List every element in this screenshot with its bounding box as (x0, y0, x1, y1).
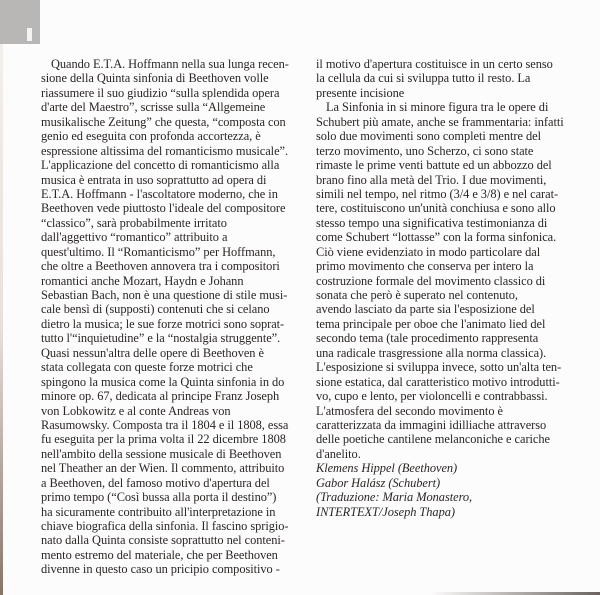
text-line: sione estatica, dal caratteristico motivo introdutti- (316, 374, 560, 389)
text-line: tutto l'“inquietudine” e la “nostalgia struggente”. (41, 331, 281, 346)
left-text-column (41, 57, 299, 577)
text-line: quest'ultimo. Il “Romanticismo” per Hoffmann, (41, 244, 276, 259)
text-line: tema principale per oboe che l'animato lied del (316, 316, 546, 331)
text-line: rimaste le prime venti battute ed un abbozzo del (316, 158, 552, 173)
text-line: secondo tema (tale procedimento rappresenta (316, 331, 539, 346)
text-line: mento estremo del materiale, che per Beethoven (41, 547, 278, 562)
text-line: Quando E.T.A. Hoffmann nella sua lunga recen- (51, 57, 289, 71)
text-line: genio ed eseguita con profonda accortezza, è (41, 129, 261, 144)
text-line: solo due movimenti sono completi mentre del (316, 129, 541, 144)
text-line: spingono la musica come la Quinta sinfonia in do (41, 374, 285, 389)
text-line: L'esposizione si sviluppa invece, sotto un'alta ten- (316, 360, 562, 375)
text-line: cale bensì di (supposti) contenuti che si celano (41, 302, 270, 317)
text-line: primo tempo (“Così bussa alla porta il destino”) (41, 490, 277, 505)
text-line: la cellula da cui si sviluppa tutto il resto. La (316, 71, 531, 86)
text-line: E.T.A. Hoffmann - l'ascoltatore moderno, che in (41, 186, 278, 201)
text-line: presente incisione (316, 85, 405, 100)
text-line: fu eseguita per la prima volta il 22 dicembre 1808 (41, 432, 286, 447)
text-line: d'arte del Maestro”, scrisse sulla “Allgemeine (41, 100, 266, 115)
text-line: chiave biografica della sinfonia. Il fascino sprigio- (41, 519, 289, 533)
text-line: tere, costituiscono un'unità conchiusa e sono allo (316, 201, 556, 216)
text-line: nato dalla Quinta consiste soprattutto nel conteni- (41, 533, 285, 548)
text-line: musikalische Zeitung” che questa, “composta con (41, 114, 286, 129)
text-line: primo movimento che conserva per intero la (316, 259, 534, 274)
text-line: d'anelito. (316, 446, 361, 461)
text-line: avendo lasciato da parte sia l'esposizione del (316, 302, 535, 317)
text-line: “classico”, sarà probabilmente irritato (41, 215, 227, 230)
roman-numeral-one (27, 28, 32, 41)
credit-line: (Traduzione: Maria Monastero, (316, 490, 473, 505)
text-line: Quasi nessun'altra delle opere di Beethoven è (41, 345, 264, 360)
text-line: musica è entrata in uso soprattutto ad opera di (41, 172, 267, 187)
text-line: delle poetiche cantilene melanconiche e cariche (316, 432, 550, 447)
page-edge-shadow (0, 0, 3, 595)
text-line: Ciò viene evidenziato in modo particolare dal (316, 244, 541, 259)
credit-line: INTERTEXT/Joseph Thapa) (316, 504, 455, 519)
credit-line: Gabor Halász (Schubert) (316, 475, 441, 490)
text-line: Rasumowsky. Composta tra il 1804 e il 1808, essa (41, 417, 289, 432)
text-line: La Sinfonia in si minore figura tra le opere di (326, 100, 549, 115)
text-line: dall'aggettivo “romantico” attribuito a (41, 230, 228, 245)
text-line: stata collegata con queste forze motrici che (41, 360, 253, 375)
text-line: una radicale trasgressione alla norma classica). (316, 345, 547, 360)
text-line: brano fino alla metà del Trio. I due movimenti, (316, 172, 547, 187)
text-line: L'atmosfera del secondo movimento è (316, 403, 503, 418)
right-text-column (316, 57, 578, 519)
credit-line: Klemens Hippel (Beethoven) (316, 461, 458, 476)
text-line: ha sicuramente contribuito all'interpretazione in (41, 504, 276, 519)
text-line: sonata che però è superato nel contenuto, (316, 288, 518, 302)
text-line: von Lobkowitz e al conte Andreas von (41, 403, 231, 418)
text-line: nel Theather an der Wien. Il commento, attribuito (41, 461, 285, 476)
text-line: L'applicazione del concetto di romanticismo alla (41, 158, 280, 173)
text-line: il motivo d'apertura costituisce in un certo senso (316, 57, 553, 71)
text-line: nell'ambito della sessione musicale di Beethoven (41, 446, 282, 461)
text-line: sione della Quinta sinfonia di Beethoven volle (41, 71, 269, 86)
text-line: espressione altissima del romanticismo musicale”. (41, 143, 289, 158)
text-line: Sebastian Bach, non è una questione di stile musi- (41, 288, 288, 302)
text-line: Beethoven vede piuttosto l'ideale del compositore (41, 201, 286, 216)
text-line: costruzione formale del movimento classico di (316, 273, 546, 288)
text-line: minore op. 67, dedicata al principe Franz Joseph (41, 389, 280, 404)
text-line: stesso tempo una significativa testimonianza di (316, 215, 548, 230)
text-line: romantici anche Mozart, Haydn e Johann (41, 273, 244, 288)
text-line: caratterizzata da immagini idilliache attraverso (316, 417, 547, 432)
text-line: Schubert più amate, anche se frammentaria: infatti (316, 114, 564, 129)
text-line: dietro la musica; le sue forze motrici sono soprat- (41, 316, 285, 331)
text-line: divenne in questo caso un pricipio compositivo - (41, 562, 280, 577)
text-line: terzo movimento, uno Scherzo, ci sono state (316, 143, 534, 158)
text-line: simili nel tempo, nel ritmo (3/4 e 3/8) e nel carat- (316, 186, 559, 201)
text-line: come Schubert “lottasse” con la forma sinfonica. (316, 230, 557, 245)
text-line: a Beethoven, del famoso motivo d'apertura del (41, 475, 270, 490)
text-line: che oltre a Beethoven annovera tra i compositori (41, 259, 280, 274)
text-line: vo, cupo e lento, per violoncelli e contrabbassi. (316, 389, 548, 404)
page-section-badge (0, 0, 40, 44)
text-line: riassumere il suo giudizio “sulla splendida opera (41, 85, 280, 100)
